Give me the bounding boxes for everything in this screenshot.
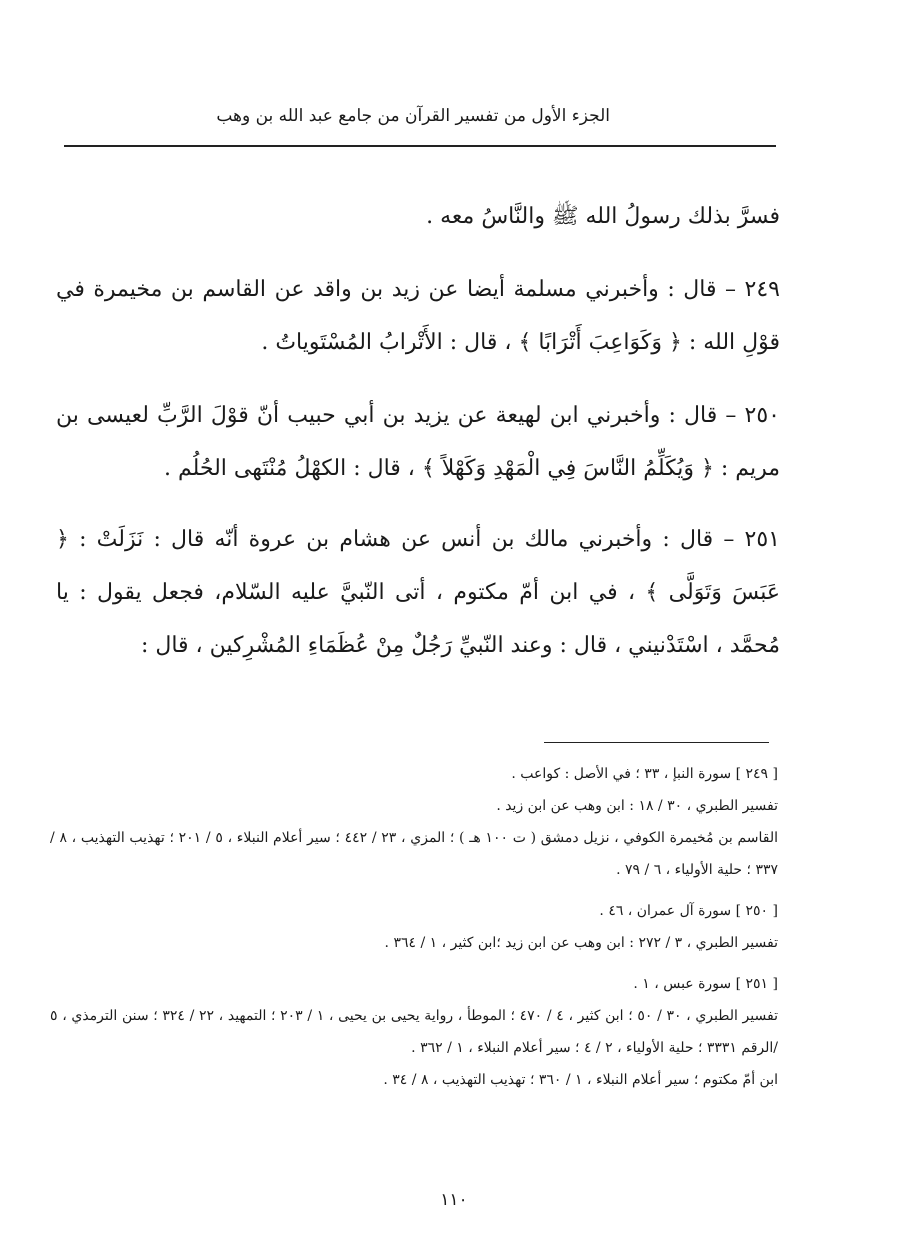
footnote-line: تفسير الطبري ، ٣٠ / ٥٠ ؛ ابن كثير ، ٤ / ٤٧٠ ؛ الموطأ ، رواية يحيى بن يحيى ، ١ / ٢٠٣ ؛ التمهيد ، ٢٢ / ٣٢٤ ؛ سنن الترمذي ، ٥ /الرقم ٣٣٣١ ؛ حلية الأولياء ، ٢ / ٤ ؛ سير أعلام النبلاء ، ١ / ٣٦٢ .: [50, 1008, 778, 1056]
footnote-250: [50, 895, 778, 959]
paragraph-continuation: فسرَّ بذلك رسولُ الله ﷺ والنَّاسُ معه .: [426, 204, 780, 229]
footnote-rule: [544, 742, 769, 743]
page-number: ١١٠: [440, 1190, 468, 1210]
footnote-line: [ ٢٥١ ] سورة عبس ، ١ .: [633, 976, 778, 992]
main-text: [56, 190, 780, 672]
footnote-249: [50, 758, 778, 886]
paragraph-250: ٢٥٠ – قال : وأخبرني ابن لهيعة عن يزيد بن أبي حبيب أنّ قوْلَ الرَّبِّ لعيسى بن مريم : ﴿ وَيُكَلِّمُ النَّاسَ فِي الْمَهْدِ وَكَهْلاً ﴾ ، قال : الكهْلُ مُنْتَهى الحُلُم .: [56, 403, 780, 481]
paragraph-251: ٢٥١ – قال : وأخبرني مالك بن أنس عن هشام بن عروة أنّه قال : نَزَلَتْ : ﴿ عَبَسَ وَتَوَلَّى ﴾ ، في ابن أمّ مكتوم ، أتى النّبيَّ عليه السّلام، فجعل يقول : يا مُحمَّد ، اسْتَدْنيني ، قال : وعند النّبيِّ رَجُلٌ مِنْ عُظَمَاءِ المُشْرِكين ، قال :: [56, 527, 780, 658]
footnote-251: [50, 968, 778, 1096]
footnote-line: تفسير الطبري ، ٣٠ / ١٨ : ابن وهب عن ابن زيد .: [496, 798, 778, 814]
footnote-line: [ ٢٥٠ ] سورة آل عمران ، ٤٦ .: [599, 903, 778, 919]
paragraph-249: ٢٤٩ – قال : وأخبرني مسلمة أيضا عن زيد بن واقد عن القاسم بن مخيمرة في قوْلِ الله : ﴿ وَكَوَاعِبَ أَتْرَابًا ﴾ ، قال : الأَتْرابُ المُسْتَوياتُ .: [56, 277, 780, 355]
footnotes: [50, 758, 778, 1105]
running-header-title: الجزء الأول من تفسير القرآن من جامع عبد الله بن وهب: [216, 106, 610, 126]
running-header: [64, 104, 776, 128]
footnote-line: [ ٢٤٩ ] سورة النبإ ، ٣٣ ؛ في الأصل : كواعب .: [511, 766, 778, 782]
footnote-line: تفسير الطبري ، ٣ / ٢٧٢ : ابن وهب عن ابن زيد ؛ابن كثير ، ١ / ٣٦٤ .: [384, 935, 778, 951]
header-rule: [64, 145, 776, 147]
footnote-line: ابن أمّ مكتوم ؛ سير أعلام النبلاء ، ١ / ٣٦٠ ؛ تهذيب التهذيب ، ٨ / ٣٤ .: [383, 1072, 778, 1088]
footnote-line: القاسم بن مُخيمرة الكوفي ، نزيل دمشق ( ت ١٠٠ هـ ) ؛ المزي ، ٢٣ / ٤٤٢ ؛ سير أعلام النبلاء ، ٥ / ٢٠١ ؛ تهذيب التهذيب ، ٨ / ٣٣٧ ؛ حلية الأولياء ، ٦ / ٧٩ .: [50, 830, 779, 878]
